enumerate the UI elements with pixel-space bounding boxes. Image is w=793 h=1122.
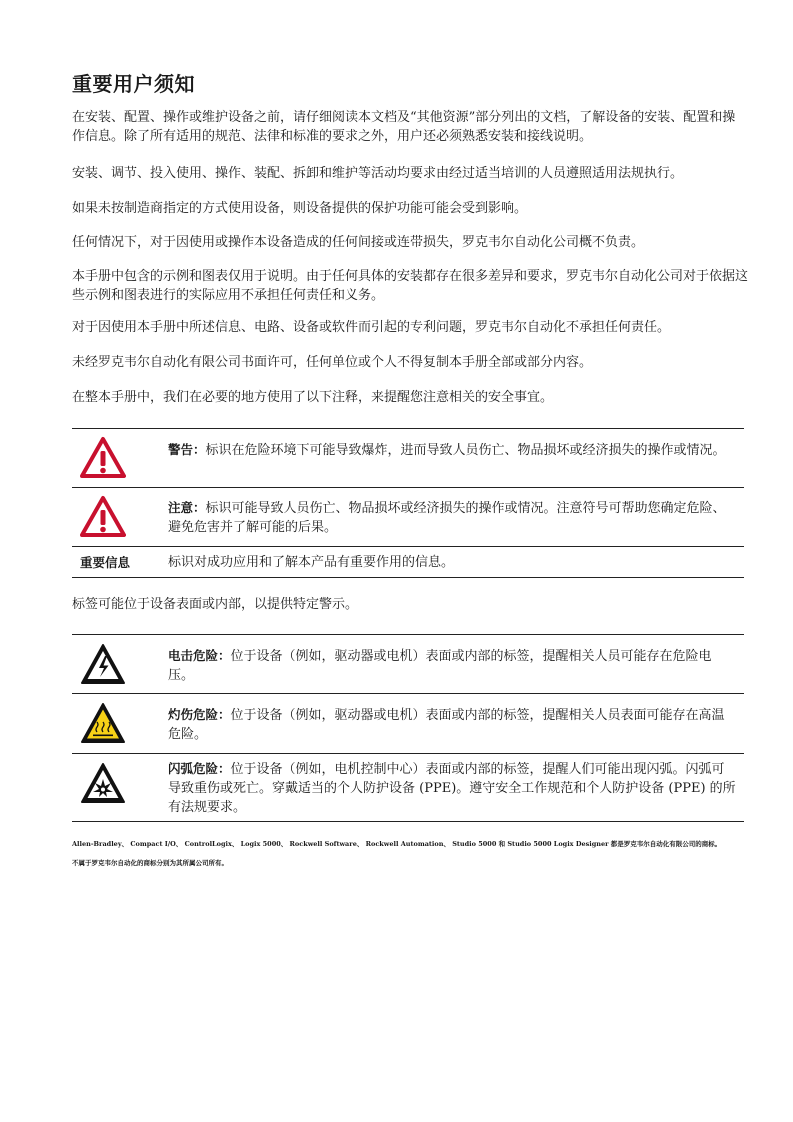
table-rule bbox=[72, 428, 744, 429]
attention-label: 注意： bbox=[168, 500, 206, 515]
paragraph-liability: 任何情况下，对于因使用或操作本设备造成的任何间接或连带损失，罗克韦尔自动化公司概不负责。 bbox=[72, 235, 645, 250]
third-party-trademark-notice: 不属于罗克韦尔自动化的商标分别为其所属公司所有。 bbox=[72, 859, 228, 867]
table-rule bbox=[72, 634, 744, 635]
attention-notice bbox=[168, 498, 736, 537]
paragraph-patent: 对于因使用本手册中所述信息、电路、设备或软件而引起的专利问题，罗克韦尔自动化不承担任何责任。 bbox=[72, 320, 671, 335]
arc-label: 闪弧危险： bbox=[168, 761, 231, 776]
table-rule bbox=[72, 577, 744, 578]
paragraph-training: 安装、调节、投入使用、操作、装配、拆卸和维护等活动均要求由经过适当培训的人员遵照适用法规执行。 bbox=[72, 166, 684, 181]
labels-intro: 标签可能位于设备表面或内部，以提供特定警示。 bbox=[72, 597, 359, 612]
table-rule bbox=[72, 693, 744, 694]
arc-flash-icon bbox=[80, 761, 126, 805]
attention-text: 标识可能导致人员伤亡、物品损坏或经济损失的操作或情况。注意符号可帮助您确定危险、避免危害并了解可能的后果。 bbox=[168, 501, 726, 535]
warning-notice bbox=[168, 440, 736, 460]
table-rule bbox=[72, 821, 744, 822]
table-rule bbox=[72, 487, 744, 488]
shock-hazard-label bbox=[168, 646, 736, 685]
burn-hazard-label bbox=[168, 705, 736, 744]
arc-flash-label bbox=[168, 759, 736, 817]
paragraph-notes-intro: 在整本手册中，我们在必要的地方使用了以下注释，来提醒您注意相关的安全事宜。 bbox=[72, 390, 554, 405]
attention-icon bbox=[80, 495, 126, 537]
shock-text: 位于设备（例如，驱动器或电机）表面或内部的标签，提醒相关人员可能存在危险电压。 bbox=[168, 649, 712, 683]
burn-label: 灼伤危险： bbox=[168, 707, 231, 722]
trademark-notice: Allen-Bradley、 Compact I/O、 ControlLogix、 Logix 5000、 Rockwell Software、 Rockwell Automation、 Studio 5000 和 Studio 5000 Logix Designer 都是罗克韦尔自动化有限公司的商标。 bbox=[72, 840, 722, 848]
table-rule bbox=[72, 753, 744, 754]
warning-explosion-icon bbox=[80, 436, 126, 478]
warning-label: 警告： bbox=[168, 442, 206, 457]
paragraph-intro: 在安装、配置、操作或维护设备之前，请仔细阅读本文档及“其他资源”部分列出的文档，了解设备的安装、配置和操作信息。除了所有适用的规范、法律和标准的要求之外，用户还必须熟悉安装和接线说明。 bbox=[72, 110, 736, 144]
paragraph-copyright: 未经罗克韦尔自动化有限公司书面许可，任何单位或个人不得复制本手册全部或部分内容。 bbox=[72, 355, 593, 370]
paragraph-protection: 如果未按制造商指定的方式使用设备，则设备提供的保护功能可能会受到影响。 bbox=[72, 201, 528, 216]
important-label: 重要信息 bbox=[80, 555, 131, 570]
table-rule bbox=[72, 546, 744, 547]
arc-text: 位于设备（例如，电机控制中心）表面或内部的标签，提醒人们可能出现闪弧。闪弧可导致重伤或死亡。穿戴适当的个人防护设备 (PPE)。遵守安全工作规范和个人防护设备 (PPE) 的所有法规要求。 bbox=[168, 762, 736, 815]
important-text: 标识对成功应用和了解本产品有重要作用的信息。 bbox=[168, 555, 455, 570]
shock-hazard-icon bbox=[80, 642, 126, 686]
burn-hazard-icon bbox=[80, 701, 126, 745]
warning-text: 标识在危险环境下可能导致爆炸，进而导致人员伤亡、物品损坏或经济损失的操作或情况。 bbox=[205, 443, 726, 458]
paragraph-examples: 本手册中包含的示例和图表仅用于说明。由于任何具体的安装都存在很多差异和要求，罗克韦尔自动化公司对于依据这些示例和图表进行的实际应用不承担任何责任和义务。 bbox=[72, 269, 749, 303]
burn-text: 位于设备（例如，驱动器或电机）表面或内部的标签，提醒相关人员表面可能存在高温危险。 bbox=[168, 708, 725, 742]
page-title: 重要用户须知 bbox=[72, 72, 195, 96]
shock-label: 电击危险： bbox=[168, 648, 231, 663]
